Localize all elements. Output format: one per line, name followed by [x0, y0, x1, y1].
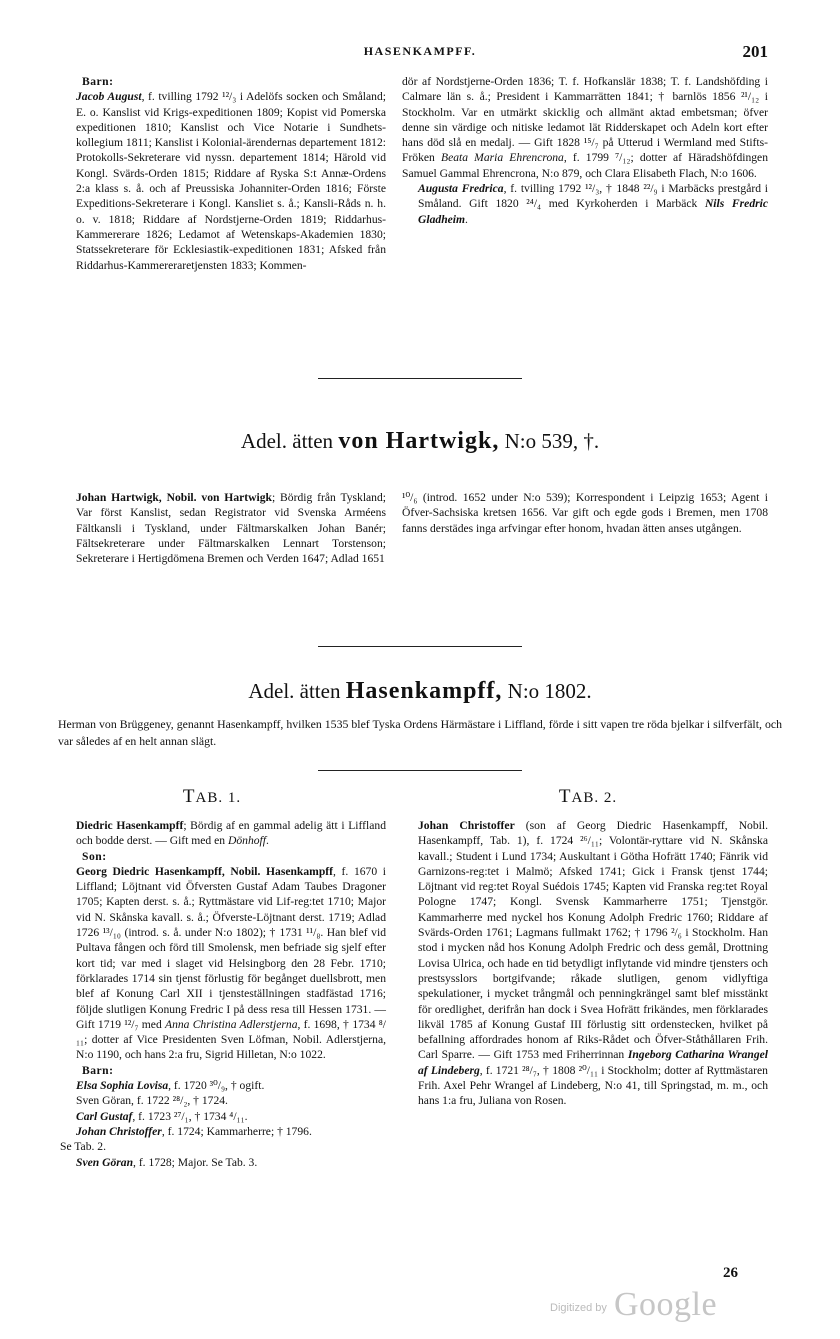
- tab-1-heading: [42, 786, 382, 808]
- johan-christoffer-entry: (son af Georg Diedric Hasenkampff, Nobil. Hasenkampff, Tab. 1), f. 1724 ²⁶/₁₁; Volontär-ryttare vid N. Skånska kavall.; Student i Lund 1734; Auskultant i Götha Hofrätt 1740; Fänrik vid Garnizons-reg:tet i Malmö; Afsked 1741; Gick i Fransk tjenst 1744; Löjtnant vid reg:tet Royal Suédois 1745; Kapten vid Franska reg:tet Royal Pologne 1747; Kongl. Svensk Kammarherre 1751; Tjenstgör. Kammarherre med nyckel hos Konung Adolph Fredric 1760; Riddare af Svärds-Orden 1761; Lagmans fullmakt 1762; † 1796 ²/₆ i Stockholm. Han stod i mycken nåd hos Konung Adolph Fredric och dess gemål, Drottning Lovisa Ulrica, och hade en tid betydligt inflytande vid mindre tjensters och prestsysslors bortgifvande; råkade slutligen, genom vidlyftiga spekulationer, i mycket trångmål och penningkrängel samt blef misstänkt för oredlighet, derifrån han dock i Svea Hofrätt frikändes, men förklarades likväl 1785 af Konung Gustaf III förlustig sitt ordenstecken, hvilket på befallning affordrades honom af Riks-Rådet och Öfver-Ståthållaren Frih. Carl Sparre. — Gift 1753 med Friherrinnan: [418, 819, 768, 1062]
- augusta-fredrica-name: Augusta Fredrica: [418, 182, 504, 196]
- divider-rule: [318, 646, 522, 647]
- running-head: [60, 42, 780, 66]
- tab-2-heading-rest: AB. 2.: [571, 790, 618, 806]
- diedric-entry: ; Bördig af en gammal adelig ätt i Liffland och bodde derst. — Gift med en: [76, 819, 386, 848]
- anna-christina-adlerstjerna: Anna Christina Adlerstjerna: [164, 1017, 298, 1031]
- johan-christoffer-name: Johan Christoffer: [418, 819, 515, 832]
- barn-label-tab1: Barn:: [82, 1063, 114, 1077]
- running-head-title: HASENKAMPFF.: [363, 44, 477, 58]
- beata-maria-ehrencrona: Beata Maria Ehrencrona: [441, 151, 564, 165]
- hartwigk-section-title: [0, 428, 840, 455]
- hasenkampff-title-suffix: N:o 1802.: [507, 679, 592, 703]
- top-left-column: [60, 74, 386, 273]
- hasenkampff-section-title: [0, 678, 840, 705]
- google-watermark: [518, 1286, 768, 1323]
- tab-2-heading-initial: T: [558, 786, 572, 807]
- child-4-entry: , f. 1724; Kammarherre; † 1796.: [161, 1124, 312, 1138]
- augusta-fredrica-entry: , f. tvilling 1792 ¹²/₃, † 1848 ²²/₉ i Marbäcks prestgård i Småland. Gift 1820 ²⁴/₄ med Kyrkoherden i Marbäck: [418, 182, 768, 211]
- signature-mark: 26: [723, 1265, 738, 1281]
- divider-rule: [318, 378, 522, 379]
- tab-2-column: [402, 818, 768, 1109]
- hasenkampff-family-name: Hasenkampff,: [345, 678, 503, 704]
- child-sven-goran-1728: Sven Göran: [76, 1155, 134, 1169]
- johan-hartwigk-entry: ; Bördig från Tyskland; Var först Kanslist, sedan Registrator vid Svenska Arméens Fältkansli i Tyskland, under Fältmarskalken Johan Banér; Fältsekreterare under Fältmarskalken Lennart Torstenson; Sekreterare i Hertigdömena Bremen och Verden 1647; Adlad 1651: [76, 491, 386, 566]
- hartwigk-right-column: [402, 490, 768, 536]
- diedric-hasenkampff-name: Diedric Hasenkampff: [76, 819, 184, 832]
- child-carl-gustaf: Carl Gustaf: [76, 1109, 133, 1123]
- divider-rule: [318, 770, 522, 771]
- top-right-column: [402, 74, 768, 227]
- nils-fredric-gladheim: Nils Fredric Gladheim: [418, 197, 768, 226]
- tab-1-column: Diedric Hasenkampff; Bördig af en gammal adelig ätt i Liffland och bodde derst. — Gift med en Dönhoff. Son: Georg Diedric Hasenkampff, Nobil. Hasenkampff, f. 1670 i Liffland; Löjtnant vid Öfversten Gustaf Adam Taubes Dragoner 1705; Kapten derst. s. å.; Ryttmästare vid Lif-reg:tet 1710; Major vid N. Skånska kavall. s. å.; Öfverste-Löjtnant derst. 1719; Adlad 1726 ¹³/₁₀ (introd. s. å. under N:o 1802); † 1731 ¹¹/₈. Han blef vid Pultava fången och förd till Smolensk, men befriade sig sjelf efter kort tid; var med i slaget vid Helsingborg den 28 Febr. 1710; förklarades 1714 sin tjenst förlustig för begånget duellsbrott, men blef af Konung Carl XII i tjensteställningen stadfästad 1716; följde slutligen Konung Fredric I på dess resa till Hessen 1731. — Gift 1719 ¹²/₇ med Anna Christina Adlerstjerna, f. 1698, † 1734 ⁸/₁₁; dotter af Vice Presidenten Sven Löfman, Nobil. Adlerstjerna, N:o 1190, och hans 2:a fru, Sigrid Hilletan, N:o 1022. Barn: Elsa Sophia Lovisa, f. 1720 ³⁰/₉, † ogift. Sven Göran, f. 1722 ²⁸/₂, † 1724. Carl Gustaf, f. 1723 ²⁷/₁, † 1734 ⁴/₁₁. Johan Christoffer, f. 1724; Kammarherre; † 1796. Se Tab. 2. Sven Göran, f. 1728; Major. Se Tab. 3.: [60, 819, 387, 1169]
- georg-diedric-name: Georg Diedric Hasenkampff, Nobil. Hasenkampff: [76, 864, 334, 878]
- donhoff-name: Dönhoff: [227, 834, 266, 848]
- child-5-entry: , f. 1728; Major. Se Tab. 3.: [133, 1155, 258, 1169]
- johan-hartwigk-continued: ¹⁰/₆ (introd. 1652 under N:o 539); Korrespondent i Leipzig 1653; Agent i Öfver-Sachsiska kretsen 1656. Var gift och egde gods i Bremen, men 1708 fanns derstädes inga arfvingar efter honom, hvadan ätten anses utgången.: [402, 491, 768, 535]
- son-label: Son:: [82, 849, 107, 863]
- johan-hartwigk-name: Johan Hartwigk, Nobil. von Hartwigk: [76, 491, 272, 504]
- georg-diedric-entry: , f. 1670 i Liffland; Löjtnant vid Öfversten Gustaf Adam Taubes Dragoner 1705; Kapten derst. s. å.; Ryttmästare vid Lif-reg:tet 1710; Major vid N. Skånska kavall. s. å.; Öfverste-Löjtnant derst. 1719; Adlad 1726 ¹³/₁₀ (introd. s. å. under N:o 1802); † 1731 ¹¹/₈. Han blef vid Pultava fången och förd till Smolensk, men befriade sig sjelf efter kort tid; var med i slaget vid Helsingborg den 28 Febr. 1710; förklarades 1714 sin tjenst förlustig för begånget duellsbrott, men blef af Konung Carl XII i tjensteställningen stadfästad 1716; följde slutligen Konung Fredric I på dess resa till Hessen 1731. — Gift 1719 ¹²/₇ med: [76, 864, 387, 1031]
- hartwigk-title-suffix: N:o 539, †.: [504, 429, 600, 453]
- barn-label: Barn:: [82, 75, 114, 88]
- ingeborg-catharina-wrangel: Ingeborg Catharina Wrangel af Lindeberg: [418, 1048, 769, 1077]
- johan-christoffer-entry-end: , f. 1721 ²⁸/₇, † 1808 ²⁰/₁₁ i Stockholm; dotter af Ryttmästaren Frih. Axel Pehr Wrangel af Lindeberg, N:o 41, till Springstad, m. m., och hans 1:a fru, Juliana von Rosen.: [418, 1063, 768, 1108]
- georg-diedric-entry-end: , f. 1698, † 1734 ⁸/₁₁; dotter af Vice Presidenten Sven Löfman, Nobil. Adlerstjerna, N:o 1190, och hans 2:a fru, Sigrid Hilletan, N:o 1022.: [76, 1017, 386, 1062]
- hasenkampff-title-prefix: Adel. ätten: [248, 679, 341, 703]
- digitized-by-label: Digitized by: [550, 1302, 607, 1314]
- google-logo: Google: [614, 1286, 718, 1323]
- hasenkampff-intro: Herman von Brüggeney, genannt Hasenkampff, hvilken 1535 blef Tyska Ordens Härmästare i Liffland, förde i sitt vapen tre röda bjelkar i silfverfält, och var således af en helt annan slägt.: [58, 717, 782, 748]
- child-1-entry: , f. 1720 ³⁰/₉, † ogift.: [168, 1079, 265, 1093]
- child-3-entry: , f. 1723 ²⁷/₁, † 1734 ⁴/₁₁.: [132, 1109, 248, 1123]
- jacob-august-name: Jacob August: [76, 90, 142, 104]
- hartwigk-left-column: [60, 490, 386, 566]
- ehrencrona-text: , f. 1799 ⁷/₁₂; dotter af Häradshöfdingen Samuel Gammal Ehrencrona, N:o 879, och Clara Elisabeth Flach, N:o 1606.: [402, 151, 768, 180]
- hartwigk-title-prefix: Adel. ätten: [240, 429, 334, 453]
- child-johan-christoffer: Johan Christoffer: [76, 1124, 162, 1138]
- tab-2-heading: [418, 786, 758, 808]
- tab-1-heading-rest: AB. 1.: [195, 790, 242, 806]
- child-elsa-sophia-lovisa: Elsa Sophia Lovisa: [76, 1079, 169, 1093]
- page-number: 201: [742, 42, 768, 61]
- jacob-august-entry: , f. tvilling 1792 ¹²/₃ i Adelöfs socken och Småland; E. o. Kanslist vid Krigs-expeditionen 1809; Kopist vid Pomerska expeditionen 1810; Kanslist och Vice Notarie i Sundhets-kollegium 1811; Kanslist i Kolonial-ärendernas departement 1812: Protokolls-Sekreterare vid nyssn. departement 1814; Härold vid Kongl. Svärds-Orden 1815; Riddare af Ryska S:t Annæ-Ordens 2:a klass s. å. och af Preussiska Johanniter-Orden 1816; Förste Expeditions-Sekreterare i Kongl. Kansliet s. å.; Kansli-Råds n. h. o. v. 1818; Riddare af Nordstjerne-Orden 1819; Riddarhus-Kammererare 1826; Ledamot af Wetenskaps-Akademien 1830; Statssekreterare för Ecklesiastik-expeditionen 1831; Afsked från Riddarhus-Kammereraretjensten 1833; Kommen-: [76, 90, 386, 272]
- hartwigk-family-name: von Hartwigk,: [338, 428, 500, 454]
- jacob-august-continued: dör af Nordstjerne-Orden 1836; T. f. Hofkanslär 1838; T. f. Landshöfding i Calmare län s. å.; President i Kammarrätten 1841; † barnlös 1856 ²¹/₁₂ i Stockholm. Var en utmärkt skicklig och allmänt aktad embetsman; öfver denne sin värdige och nitiske ledamot lät Ridderskapet och Adeln kort efter hans död slå en medalj. — Gift 1828 ¹⁵/₇ på Utterud i Wermland med Stifts-Fröken: [402, 75, 768, 165]
- tab-1-heading-initial: T: [182, 786, 196, 807]
- augusta-end: .: [465, 212, 468, 226]
- child-sven-goran-1722: Sven Göran, f. 1722 ²⁸/₂, † 1724.: [76, 1094, 228, 1108]
- see-tab-2-reference: Se Tab. 2.: [60, 1140, 106, 1154]
